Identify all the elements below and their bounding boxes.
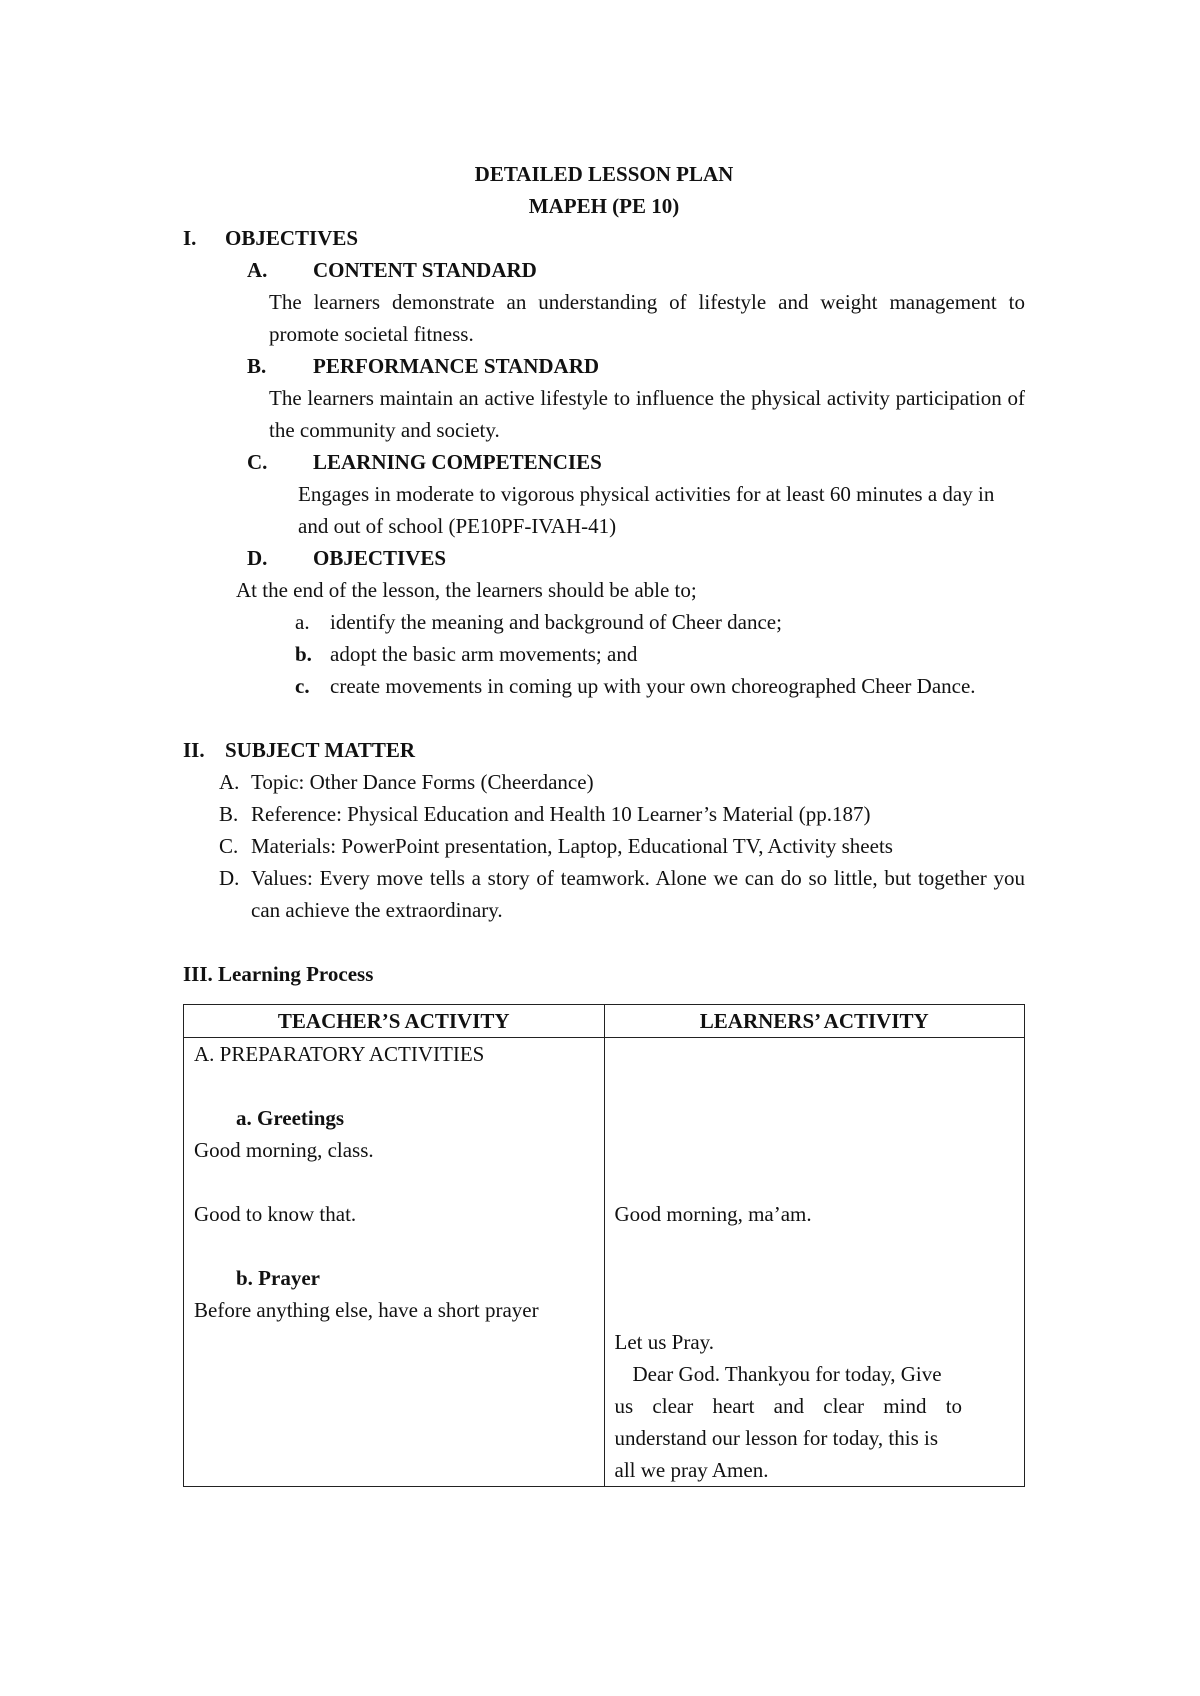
learner-activity-cell: [604, 1038, 1025, 1487]
blank-line: [615, 1262, 1015, 1294]
subject-matter-item: [219, 766, 1025, 798]
subject-matter-item: [219, 798, 1025, 830]
item-letter: A.: [219, 770, 240, 794]
learner-pray-intro: Let us Pray.: [614, 1330, 715, 1354]
subsection-number: A.: [247, 258, 268, 282]
objective-letter: a.: [295, 610, 310, 634]
document-title: DETAILED LESSON PLAN: [474, 162, 734, 186]
blank-line: [615, 1134, 1015, 1166]
item-text: Reference: Physical Education and Health 10 Learner’s Material (pp.187): [251, 802, 871, 826]
blank-line: [194, 1230, 594, 1262]
objective-letter: c.: [295, 674, 310, 698]
subsection-title: OBJECTIVES: [313, 546, 447, 570]
blank-line: [615, 1230, 1015, 1262]
subject-matter-item: [219, 830, 1025, 862]
objective-text: adopt the basic arm movements; and: [330, 642, 638, 666]
objective-letter: b.: [295, 642, 312, 666]
greetings-label: a. Greetings: [236, 1106, 345, 1130]
teacher-activity-cell: [184, 1038, 605, 1487]
objective-text: create movements in coming up with your own choreographed Cheer Dance.: [330, 674, 976, 698]
learner-greeting: Good morning, ma’am.: [614, 1202, 812, 1226]
item-text: Values: Every move tells a story of teamwork. Alone we can do so little, but together you can achieve the extraordinary.: [251, 866, 1025, 922]
table-header-row: [184, 1005, 1025, 1038]
lesson-objectives-heading: [247, 542, 1025, 574]
preparatory-activities-label: A. PREPARATORY ACTIVITIES: [194, 1042, 485, 1066]
blank-line: [615, 1294, 1015, 1326]
content-standard-text: The learners demonstrate an understanding of lifestyle and weight management to promote societal fitness.: [269, 290, 1025, 346]
learner-prayer-line: Dear God. Thankyou for today, Give: [632, 1362, 942, 1386]
objective-item: [295, 670, 1025, 702]
learner-prayer-line: understand our lesson for today, this is: [614, 1426, 939, 1450]
blank-line: [615, 1102, 1015, 1134]
subsection-title: CONTENT STANDARD: [313, 258, 537, 282]
section-number: I.: [183, 226, 197, 250]
learning-competencies-text: Engages in moderate to vigorous physical activities for at least 60 minutes a day in and out of school (PE10PF-IVAH-41): [298, 482, 995, 538]
objective-item: [295, 606, 1025, 638]
learner-activity-header: LEARNERS’ ACTIVITY: [604, 1005, 1025, 1038]
table-row: [184, 1038, 1025, 1487]
item-letter: D.: [219, 866, 240, 890]
section-subject-matter-heading: [183, 734, 1025, 766]
content-standard-heading: [247, 254, 1025, 286]
blank-line: [615, 1070, 1015, 1102]
prayer-label: b. Prayer: [236, 1266, 320, 1290]
subject-matter-item: [219, 862, 1025, 926]
performance-standard-text: The learners maintain an active lifestyle to influence the physical activity participation of the community and society.: [269, 386, 1025, 442]
item-text: Materials: PowerPoint presentation, Laptop, Educational TV, Activity sheets: [251, 834, 893, 858]
section-title: OBJECTIVES: [225, 226, 359, 250]
objective-item: [295, 638, 1025, 670]
learning-competencies-heading: [247, 446, 1025, 478]
item-letter: B.: [219, 802, 239, 826]
subsection-number: C.: [247, 450, 268, 474]
learning-process-table: [183, 1004, 1025, 1487]
lesson-plan-page: [183, 158, 1025, 1487]
teacher-activity-header: TEACHER’S ACTIVITY: [184, 1005, 605, 1038]
spacer: [183, 702, 1025, 734]
section-learning-process-heading: III. Learning Process: [183, 962, 374, 986]
blank-line: [194, 1166, 594, 1198]
teacher-greeting: Good morning, class.: [194, 1138, 374, 1162]
subsection-title: LEARNING COMPETENCIES: [313, 450, 602, 474]
item-letter: C.: [219, 834, 239, 858]
teacher-good-to-know: Good to know that.: [194, 1202, 357, 1226]
lesson-objectives-intro: At the end of the lesson, the learners should be able to;: [236, 578, 697, 602]
item-text: Topic: Other Dance Forms (Cheerdance): [251, 770, 594, 794]
performance-standard-heading: [247, 350, 1025, 382]
learner-prayer-line: us clear heart and clear mind to: [614, 1394, 963, 1418]
section-title: SUBJECT MATTER: [225, 738, 416, 762]
section-number: II.: [183, 738, 205, 762]
blank-line: [615, 1166, 1015, 1198]
teacher-prayer-instruction: Before anything else, have a short prayer: [194, 1298, 539, 1322]
document-subtitle: MAPEH (PE 10): [528, 194, 680, 218]
subsection-number: D.: [247, 546, 268, 570]
blank-line: [194, 1070, 594, 1102]
section-objectives-heading: [183, 222, 1025, 254]
blank-line: [615, 1038, 1015, 1070]
learner-prayer-line: all we pray Amen.: [614, 1458, 769, 1482]
objective-text: identify the meaning and background of Cheer dance;: [330, 610, 782, 634]
spacer: [183, 926, 1025, 958]
subsection-title: PERFORMANCE STANDARD: [313, 354, 600, 378]
subsection-number: B.: [247, 354, 267, 378]
